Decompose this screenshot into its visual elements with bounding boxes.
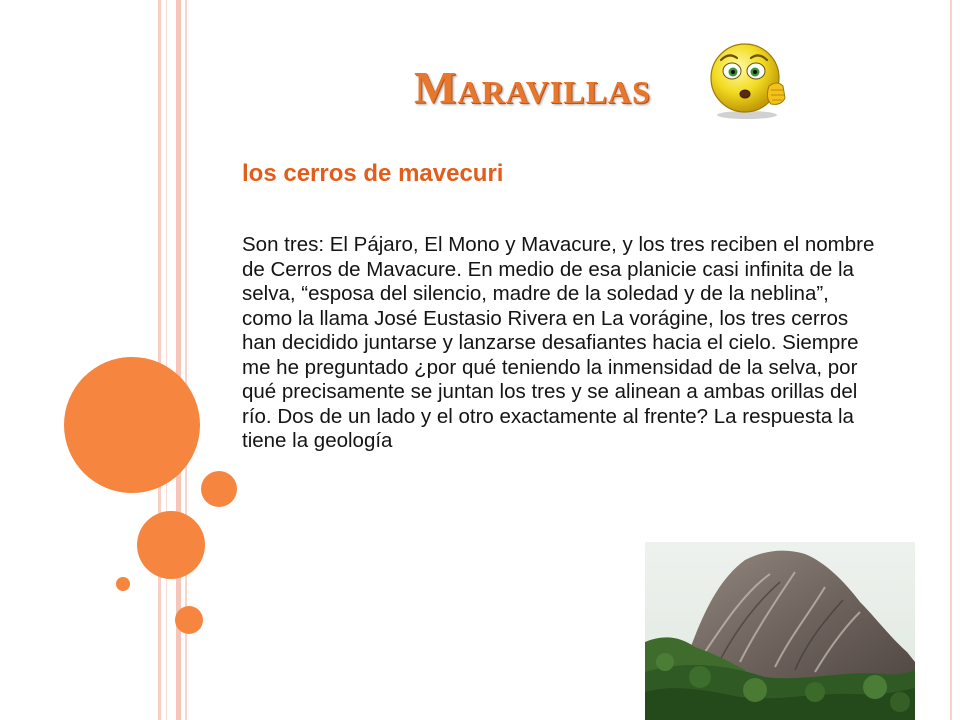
decor-circle-small-top — [201, 471, 237, 507]
decor-circle-small-bottom — [175, 606, 203, 634]
decor-circle-medium — [137, 511, 205, 579]
mountain-photo — [645, 542, 915, 720]
body-paragraph: Son tres: El Pájaro, El Mono y Mavacure, y los tres reciben el nombre de Cerros de Mavacure. En medio de esa planicie casi infinita de la selva, “esposa del silencio, madre de la soledad y de la neblina”, como la llama José Eustasio Rivera en La vorágine, los tres cerros han decidido juntarse y lanzarse desafiantes hacia el cielo. Siempre me he preguntado ¿por qué teniendo la inmensidad de la selva, por qué precisamente se juntan los tres y se alinean a ambas orillas del río. Dos de un lado y el otro exactamente al frente? La respuesta la tiene la geología — [242, 233, 875, 452]
decor-line-1 — [158, 0, 161, 720]
decor-line-2 — [166, 0, 167, 720]
decor-line-right — [950, 0, 952, 720]
thinking-smiley-icon — [703, 40, 793, 120]
decor-circle-tiny — [116, 577, 130, 591]
decor-circle-large — [64, 357, 200, 493]
slide-title: Maravillas — [414, 63, 651, 113]
slide-subtitle: los cerros de mavecuri — [242, 160, 504, 187]
